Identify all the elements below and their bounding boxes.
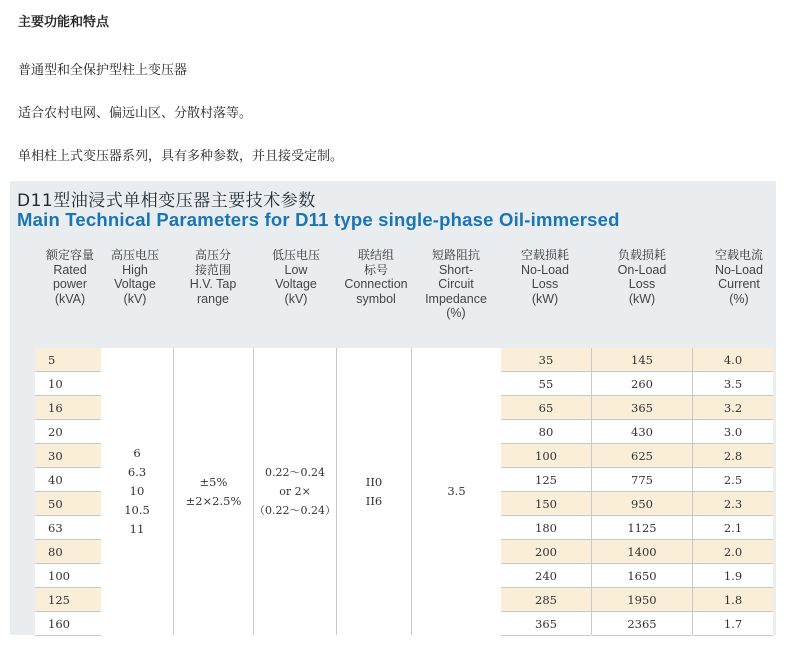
- rated-power-cell: 50: [35, 492, 101, 516]
- on-load-loss-cell: 2365: [592, 612, 692, 636]
- rated-power-cell: 30: [35, 444, 101, 468]
- no-load-loss-cell: 100: [501, 444, 591, 468]
- no-load-current-cell: 2.3: [693, 492, 773, 516]
- rated-power-cell: 16: [35, 396, 101, 420]
- on-load-loss-cell: 260: [592, 372, 692, 396]
- rated-power-cell: 80: [35, 540, 101, 564]
- rated-power-cell: 10: [35, 372, 101, 396]
- on-load-loss-cell: 625: [592, 444, 692, 468]
- features-heading: 主要功能和特点: [18, 15, 110, 30]
- no-load-current-cell: 1.9: [693, 564, 773, 588]
- no-load-current-cell: 2.1: [693, 516, 773, 540]
- no-load-loss-cell: 285: [501, 588, 591, 612]
- parameters-table: [10, 348, 776, 635]
- on-load-loss-cell: 1650: [592, 564, 692, 588]
- header-on-load-loss: 负载损耗 On-Load Loss (kW): [617, 248, 667, 306]
- no-load-current-cell: 2.0: [693, 540, 773, 564]
- no-load-loss-cell: 125: [501, 468, 591, 492]
- header-connection-symbol: 联结组 标号 Connection symbol: [344, 248, 408, 306]
- on-load-loss-cell: 365: [592, 396, 692, 420]
- no-load-loss-cell: 65: [501, 396, 591, 420]
- no-load-loss-cell: 80: [501, 420, 591, 444]
- header-impedance: 短路阻抗 Short- Circuit Impedance (%): [425, 248, 487, 321]
- rated-power-cell: 63: [35, 516, 101, 540]
- no-load-current-cell: 3.2: [693, 396, 773, 420]
- intro-line-3: 单相柱上式变压器系列，具有多种参数，并且接受定制。: [18, 149, 344, 164]
- rated-power-cell: 20: [35, 420, 101, 444]
- header-rated-power: 额定容量 Rated power (kVA): [45, 248, 94, 306]
- rated-power-cell: 40: [35, 468, 101, 492]
- no-load-current-cell: 1.8: [693, 588, 773, 612]
- column-divider: [336, 348, 337, 635]
- header-no-load-loss: 空载损耗 No-Load Loss (kW): [520, 248, 569, 306]
- on-load-loss-cell: 145: [592, 348, 692, 372]
- header-low-voltage: 低压电压 Low Voltage (kV): [271, 248, 320, 306]
- no-load-loss-cell: 150: [501, 492, 591, 516]
- on-load-loss-cell: 430: [592, 420, 692, 444]
- parameters-panel: [10, 181, 776, 635]
- column-divider: [591, 348, 592, 635]
- no-load-current-cell: 2.8: [693, 444, 773, 468]
- column-divider: [173, 348, 174, 635]
- no-load-current-cell: 4.0: [693, 348, 773, 372]
- column-divider: [692, 348, 693, 635]
- tap-range-values: ±5% ±2×2.5%: [174, 348, 253, 635]
- header-high-voltage: 高压电压 High Voltage (kV): [110, 248, 159, 306]
- column-divider: [253, 348, 254, 635]
- intro-line-2: 适合农村电网、偏远山区、分散村落等。: [18, 106, 253, 121]
- rated-power-cell: 100: [35, 564, 101, 588]
- table-title-english: Main Technical Parameters for D11 type single-phase Oil-immersed: [17, 209, 620, 230]
- low-voltage-values: 0.22～0.24 or 2× （0.22～0.24）: [254, 348, 336, 635]
- header-tap-range: 高压分 接范围 H.V. Tap range: [189, 248, 237, 306]
- on-load-loss-cell: 1125: [592, 516, 692, 540]
- no-load-loss-cell: 365: [501, 612, 591, 636]
- no-load-current-cell: 3.5: [693, 372, 773, 396]
- high-voltage-values: 6 6.3 10 10.5 11: [101, 348, 173, 635]
- no-load-current-cell: 2.5: [693, 468, 773, 492]
- on-load-loss-cell: 775: [592, 468, 692, 492]
- column-divider: [411, 348, 412, 635]
- intro-line-1: 普通型和全保护型柱上变压器: [18, 63, 188, 78]
- no-load-loss-cell: 55: [501, 372, 591, 396]
- connection-symbol-values: II0 II6: [337, 348, 411, 635]
- header-no-load-current: 空载电流 No-Load Current (%): [714, 248, 763, 306]
- rated-power-cell: 125: [35, 588, 101, 612]
- no-load-current-cell: 3.0: [693, 420, 773, 444]
- no-load-loss-cell: 35: [501, 348, 591, 372]
- rated-power-cell: 5: [35, 348, 101, 372]
- no-load-loss-cell: 200: [501, 540, 591, 564]
- no-load-current-cell: 1.7: [693, 612, 773, 636]
- on-load-loss-cell: 950: [592, 492, 692, 516]
- on-load-loss-cell: 1400: [592, 540, 692, 564]
- no-load-loss-cell: 180: [501, 516, 591, 540]
- impedance-value: 3.5: [412, 348, 501, 635]
- on-load-loss-cell: 1950: [592, 588, 692, 612]
- rated-power-cell: 160: [35, 612, 101, 636]
- table-title-chinese: D11型油浸式单相变压器主要技术参数: [17, 191, 316, 211]
- no-load-loss-cell: 240: [501, 564, 591, 588]
